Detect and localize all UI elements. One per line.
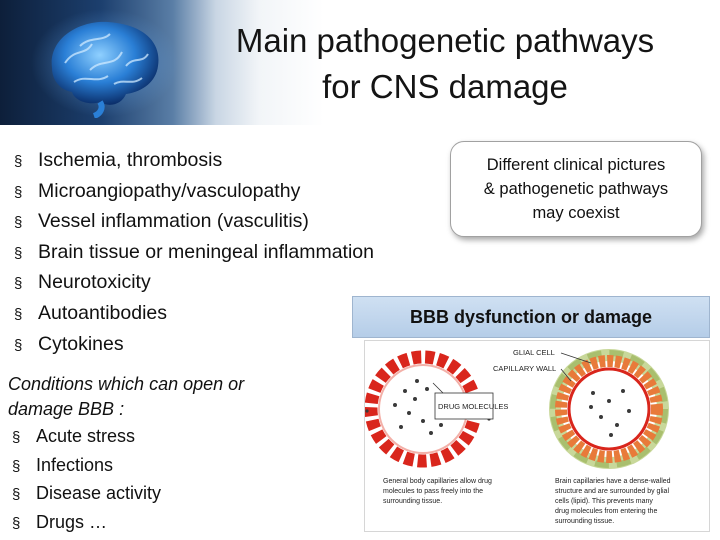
title-line-2: for CNS damage <box>322 68 568 105</box>
callout-line-3: may coexist <box>532 204 620 222</box>
capillary-wall-label: CAPILLARY WALL <box>493 364 557 373</box>
bullet-icon: § <box>14 244 23 262</box>
bullet-icon: § <box>14 275 23 293</box>
brain-image <box>30 8 180 118</box>
glial-cell-label: GLIAL CELL <box>513 348 555 357</box>
pathway-label: Microangiopathy/vasculopathy <box>38 179 301 202</box>
svg-text:Brain capillaries have a dense: Brain capillaries have a dense-walled <box>555 478 671 485</box>
condition-label: Disease activity <box>36 483 162 504</box>
bullet-icon: § <box>14 153 23 170</box>
bullet-icon: § <box>14 183 23 201</box>
list-item <box>14 268 374 299</box>
bullet-icon: § <box>14 336 23 354</box>
pathway-list <box>14 146 374 360</box>
conditions-title: Conditions which can open or damage BBB : <box>8 374 245 419</box>
list-item <box>14 299 374 330</box>
svg-text:General body capillaries allow: General body capillaries allow drug <box>383 478 492 485</box>
caption-left <box>383 478 492 505</box>
list-item <box>12 480 161 509</box>
list-item <box>12 423 161 452</box>
coexist-callout <box>450 141 702 237</box>
list-item <box>14 330 374 361</box>
bullet-icon: § <box>14 214 23 232</box>
pathway-label: Brain tissue or meningeal inflammation <box>38 240 374 263</box>
callout-line-2: & pathogenetic pathways <box>483 180 669 198</box>
bbb-banner: BBB dysfunction or damage <box>352 296 710 338</box>
bullet-icon: § <box>12 429 21 446</box>
list-item <box>14 177 374 208</box>
pathway-label: Ischemia, thrombosis <box>38 149 223 171</box>
pathway-label: Cytokines <box>38 332 124 355</box>
slide-header <box>0 0 720 125</box>
list-item <box>14 146 374 177</box>
condition-label: Infections <box>36 454 114 475</box>
condition-label: Acute stress <box>36 426 136 446</box>
svg-text:structure and are surrounded b: structure and are surrounded by glial <box>555 488 670 495</box>
list-item <box>12 509 161 538</box>
capillary-diagram <box>365 341 709 531</box>
list-item <box>14 238 374 269</box>
callout-line-1: Different clinical pictures <box>486 156 666 174</box>
list-item <box>14 207 374 238</box>
svg-text:drug molecules from entering t: drug molecules from entering the <box>555 508 658 515</box>
svg-text:cells (lipid). This prevents m: cells (lipid). This prevents many <box>555 498 653 505</box>
caption-right <box>555 478 671 525</box>
pathway-label: Autoantibodies <box>38 301 168 324</box>
svg-text:DRUG MOLECULES: DRUG MOLECULES <box>438 402 509 411</box>
bullet-icon: § <box>14 305 23 323</box>
pathway-label: Neurotoxicity <box>38 271 151 294</box>
bullet-icon: § <box>12 514 21 532</box>
condition-label: Drugs … <box>36 511 108 532</box>
list-item <box>12 452 161 481</box>
pathway-label: Vessel inflammation (vasculitis) <box>38 210 309 233</box>
svg-text:surrounding tissue.: surrounding tissue. <box>555 518 615 525</box>
title-line-1: Main pathogenetic pathways <box>235 22 655 59</box>
bullet-icon: § <box>12 457 21 475</box>
bullet-icon: § <box>12 486 21 504</box>
svg-text:surrounding tissue.: surrounding tissue. <box>383 498 443 505</box>
capillary-illustration <box>364 340 710 532</box>
brain-capillary <box>549 349 669 469</box>
slide-title <box>180 18 710 110</box>
svg-text:molecules to pass freely into: molecules to pass freely into the <box>383 488 483 495</box>
conditions-list <box>12 423 161 537</box>
